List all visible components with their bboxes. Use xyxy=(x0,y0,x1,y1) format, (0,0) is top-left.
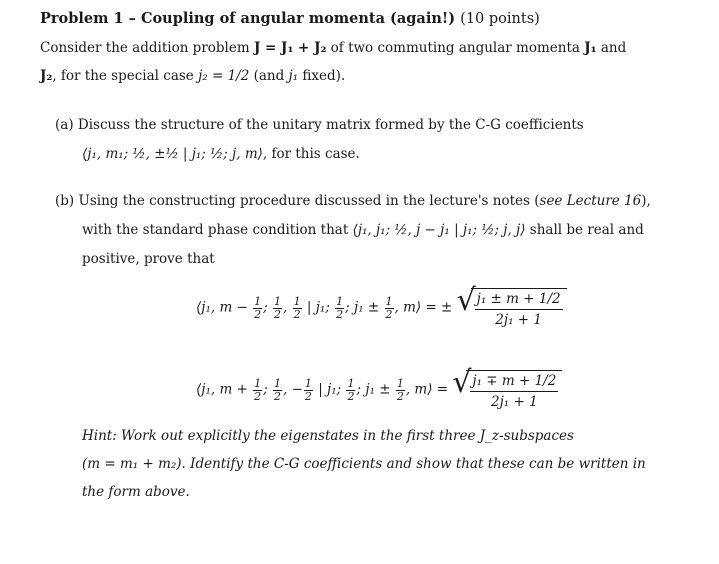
eq2-sqrt-numerator: j₁ ∓ m + 1/2 xyxy=(470,373,558,392)
intro-J2: J₂ xyxy=(40,68,53,84)
eq2-frac-2: $\frac{1}{2}$ xyxy=(274,376,281,403)
intro-line-2 xyxy=(40,68,345,84)
part-b-phase-text: with the standard phase condition that xyxy=(82,222,353,238)
eq1-sqrt-numerator: j₁ ± m + 1/2 xyxy=(475,291,563,310)
title-dash: – xyxy=(128,10,136,27)
eq1-frac-2: $\frac{1}{2}$ xyxy=(274,294,281,321)
part-b-text-end: ), xyxy=(641,193,651,209)
part-b-line-2 xyxy=(82,222,644,238)
problem-heading: Coupling of angular momenta (again!) xyxy=(140,10,456,27)
intro-and: and xyxy=(596,40,627,56)
intro-text-rest: (and xyxy=(249,68,289,84)
eq2-frac-1: $\frac{1}{2}$ xyxy=(254,376,262,403)
part-a-line-2 xyxy=(82,146,360,162)
part-b-prove-text: positive, prove that xyxy=(82,251,215,267)
part-b-phase-end: shall be real and xyxy=(525,222,644,238)
eq1-sqrt: √ $\frac{\text{j₁ ± m + 1/2}}{\text{2j₁ + 1}}$ xyxy=(457,288,567,328)
eq1-open: ⟨j₁, m − xyxy=(196,299,253,316)
part-a-text: Discuss the structure of the unitary matrix formed by the C-G coefficients xyxy=(77,117,584,133)
hint-line-1: Hint: Work out explicitly the eigenstates in the first three J_z-subspaces xyxy=(82,428,574,444)
eq2-frac-4: $\frac{1}{2}$ xyxy=(347,376,355,403)
problem-label: Problem 1 xyxy=(40,10,124,27)
eq2-sqrt: √ $\frac{\text{j₁ ∓ m + 1/2}}{\text{2j₁ + 1}}$ xyxy=(452,370,562,410)
part-b-phase-condition: ⟨j₁, j₁; ½, j − j₁ | j₁; ½; j, j⟩ xyxy=(352,222,526,238)
part-b-line-1 xyxy=(55,193,651,209)
intro-line-1 xyxy=(40,40,626,56)
intro-text: Consider the addition problem xyxy=(40,40,254,56)
eq2-frac-5: $\frac{1}{2}$ xyxy=(396,376,404,403)
part-b-label: (b) xyxy=(55,193,75,209)
eq2-open: ⟨j₁, m + xyxy=(196,381,253,398)
part-a-text-end: , for this case. xyxy=(262,146,360,162)
problem-points: (10 points) xyxy=(460,11,540,27)
part-b-lecture-ref: see Lecture 16 xyxy=(539,193,642,209)
part-a-cg-coefficient: ⟨j₁, m₁; ½, ±½ | j₁; ½; j, m⟩ xyxy=(82,146,263,162)
eq1-frac-5: $\frac{1}{2}$ xyxy=(385,294,393,321)
intro-j1: j₁ xyxy=(288,68,299,84)
eq1-frac-3: $\frac{1}{2}$ xyxy=(293,294,301,321)
hint-line-2: (m = m₁ + m₂). Identify the C-G coefficients and show that these can be written in xyxy=(82,456,646,472)
part-b-line-3 xyxy=(82,251,215,267)
eq1-frac-1: $\frac{1}{2}$ xyxy=(254,294,262,321)
problem-title xyxy=(40,10,540,27)
eq1-sqrt-denominator: 2j₁ + 1 xyxy=(495,312,542,328)
equation-1: ⟨j₁, m − $\frac{1}{2}$ ; $\frac{1}{2}$ , $\frac{1}{2}$ | j₁; $\frac{1}{2}$ ; j₁ ± $\frac{1}{2}$ , m⟩ = ± √ $\frac{\text{j₁ ± m + 1/2}}{\text{2j₁ + 1}}$ xyxy=(196,288,567,328)
equation-2: ⟨j₁, m + $\frac{1}{2}$ ; $\frac{1}{2}$ , − $\frac{1}{2}$ | j₁; $\frac{1}{2}$ ; j₁ ± $\frac{1}{2}$ , m⟩ = √ $\frac{\text{j₁ ∓ m + 1/2}}{\text{2j₁ + 1}}$ xyxy=(196,370,562,410)
intro-equation: J = J₁ + J₂ xyxy=(253,40,327,56)
part-a-line-1 xyxy=(55,117,584,133)
intro-text-mid: of two commuting angular momenta xyxy=(326,40,585,56)
intro-j2-value: j₂ = 1/2 xyxy=(198,68,250,84)
eq1-frac-4: $\frac{1}{2}$ xyxy=(336,294,344,321)
intro-J1: J₁ xyxy=(584,40,597,56)
intro-text-2: , for the special case xyxy=(52,68,199,84)
hint-line-3: the form above. xyxy=(82,484,190,500)
part-b-text: Using the constructing procedure discussed in the lecture's notes ( xyxy=(78,193,540,209)
eq2-sqrt-denominator: 2j₁ + 1 xyxy=(491,394,538,410)
eq2-frac-3: $\frac{1}{2}$ xyxy=(304,376,312,403)
intro-text-end: fixed). xyxy=(298,68,346,84)
part-a-label: (a) xyxy=(55,117,74,133)
